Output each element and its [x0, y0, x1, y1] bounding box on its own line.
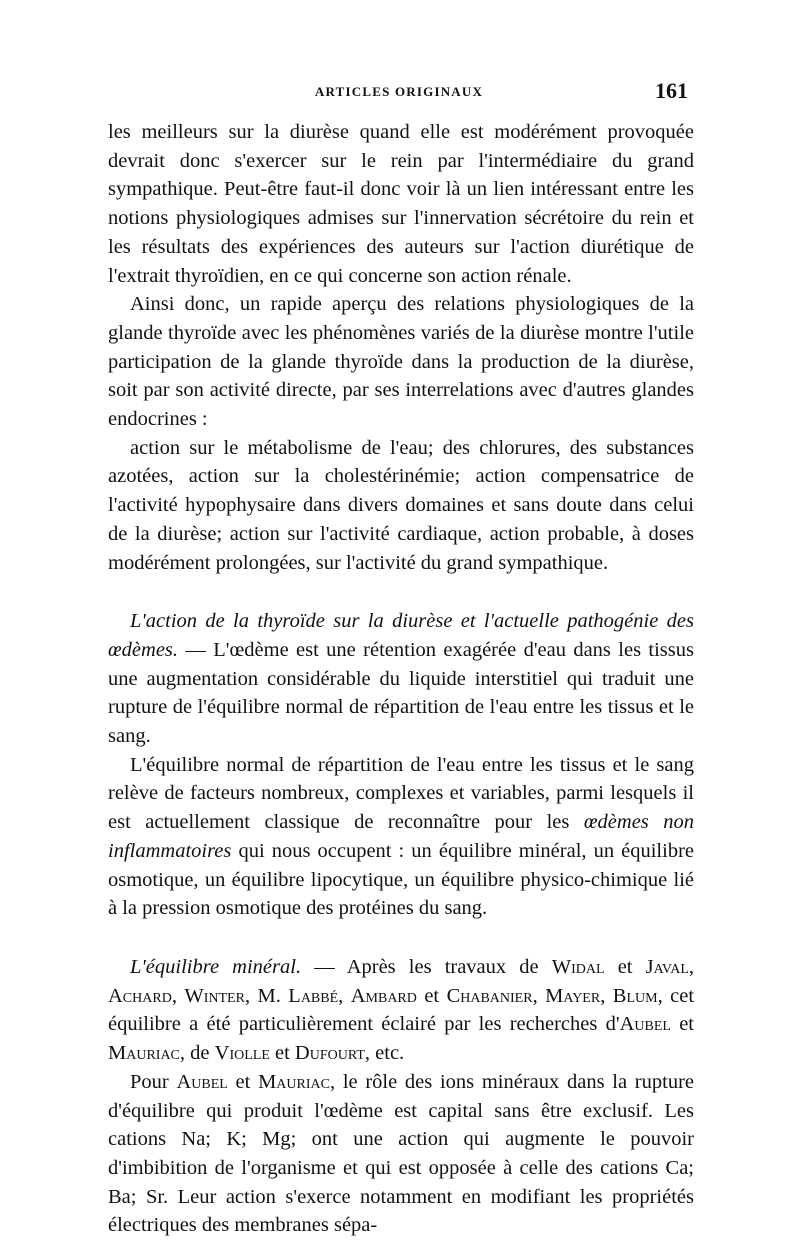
- text-fragment: ,: [688, 955, 695, 978]
- text-fragment: , de: [179, 1042, 215, 1065]
- running-title: ARTICLES ORIGINAUX: [314, 84, 484, 99]
- section-heading-oedema: L'action de la thyroïde sur la diurèse et l'actuelle pathogénie des œdèmes.: [108, 610, 694, 661]
- text-fragment: ,: [171, 984, 185, 1007]
- paragraph-oedema-text: — L'œdème est une rétention exagérée d'eau dans les tissus une augmentation considérable du liquide interstitiel qui traduit une rupture de l'équilibre normal de répartition de l'eau entre les tissus et le sang.: [108, 638, 694, 748]
- body-text: [108, 118, 694, 1240]
- author-name: Achard: [108, 984, 172, 1007]
- text-fragment: et: [416, 984, 447, 1007]
- text-fragment: et: [269, 1042, 295, 1065]
- text-fragment: et: [227, 1070, 259, 1093]
- author-name: Mauriac: [108, 1042, 180, 1065]
- page-number: 161: [655, 78, 688, 103]
- paragraph-ions-role: [108, 1068, 694, 1240]
- paragraph-oedema-pathogeny: [108, 607, 694, 751]
- paragraph-continued: les meilleurs sur la diurèse quand elle est modérément provoquée devrait donc s'exercer sur le rein par l'intermédiaire du grand sympathique. Peut-être faut-il donc voir là un lien intéressant entre les notions physiologiques admises sur l'innervation sécrétoire du rein et les résultats des expériences des auteurs sur l'action diurétique de l'extrait thyroïdien, en ce qui concerne son action rénale.: [108, 121, 694, 287]
- text-fragment: et: [604, 955, 646, 978]
- text-fragment: et: [670, 1013, 694, 1036]
- author-name: Javal: [645, 955, 689, 978]
- author-name: Widal: [551, 955, 605, 978]
- paragraph-equilibrium-text-a: L'équilibre normal de répartition de l'eau entre les tissus et le sang relève de facteurs nombreux, complexes et variables, parmi lesquels il est actuellement classique de reconnaître pour les: [108, 753, 694, 834]
- running-head: [108, 78, 690, 104]
- author-name: Ambard: [350, 984, 417, 1007]
- text-fragment: , M.: [244, 984, 289, 1007]
- paragraph-actions-list: action sur le métabolisme de l'eau; des chlorures, des substances azotées, action sur la cholestérinémie; action compensatrice de l'activité hypophysaire dans divers domaines et sans doute dans celui de la diurèse; action sur l'activité cardiaque, action probable, à doses modérément prolongées, sur l'activité du grand sympathique.: [108, 436, 694, 574]
- text-fragment: ,: [600, 984, 613, 1007]
- paragraph-mineral-equilibrium: [108, 953, 694, 1068]
- section-heading-mineral: L'équilibre minéral.: [130, 955, 302, 978]
- author-name: Mauriac: [258, 1070, 330, 1093]
- text-fragment: Pour: [130, 1070, 177, 1093]
- author-name: Dufourt: [294, 1042, 365, 1065]
- author-name: Violle: [214, 1042, 270, 1065]
- section-gap: [108, 923, 694, 953]
- text-fragment: , cet équilibre a été particulièrement éclairé par les recherches d': [108, 984, 695, 1036]
- author-name: Aubel: [176, 1070, 228, 1093]
- author-name: Chabanier: [446, 984, 533, 1007]
- text-fragment: , le rôle des ions minéraux dans la rupture d'équilibre qui produit l'œdème est capital sans être exclusif. Les cations Na; K; Mg; ont une action qui augmente le pouvoir d'imbibition de l'organisme et qui est opposée à celle des cations Ca; Ba; Sr. Leur action s'exerce notamment en modifiant les propriétés électriques des membranes sépa-: [108, 1070, 695, 1237]
- text-fragment: — Après les travaux de: [301, 955, 552, 978]
- author-name: Blum: [612, 984, 658, 1007]
- paragraph-equilibrium-emphasis: œdèmes non inflammatoires: [108, 811, 695, 862]
- author-name: Winter: [184, 984, 245, 1007]
- text-fragment: ,: [532, 984, 546, 1007]
- text-fragment: , etc.: [364, 1042, 405, 1065]
- author-name: Aubel: [619, 1013, 671, 1036]
- author-name: Labbé: [288, 984, 339, 1007]
- author-name: Mayer: [545, 984, 601, 1007]
- section-gap: [108, 577, 694, 607]
- paragraph-summary: Ainsi donc, un rapide aperçu des relations physiologiques de la glande thyroïde avec les phénomènes variés de la diurèse montre l'utile participation de la glande thyroïde dans la production de la diurèse, soit par son activité directe, par ses interrelations avec d'autres glandes endocrines :: [108, 293, 694, 431]
- paragraph-equilibrium: [108, 751, 694, 923]
- paragraph-equilibrium-text-b: qui nous occupent : un équilibre minéral, un équilibre osmotique, un équilibre lipocytique, un équilibre physico-chimique lié à la pression osmotique des protéines du sang.: [108, 839, 694, 920]
- text-fragment: ,: [338, 984, 351, 1007]
